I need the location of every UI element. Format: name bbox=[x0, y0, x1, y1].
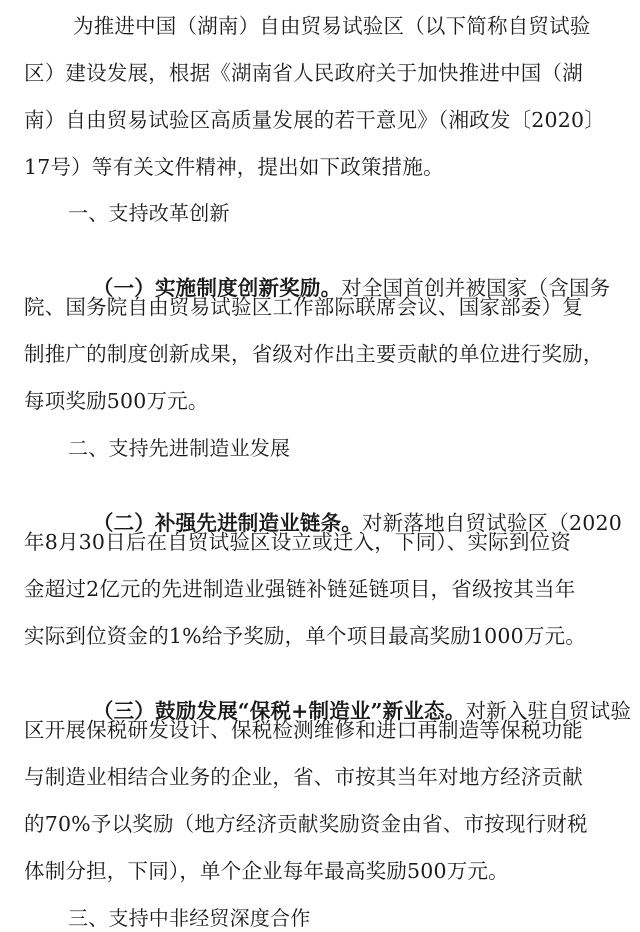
intro-line-4: 17号）等有关文件精神，提出如下政策措施。 bbox=[24, 155, 444, 179]
policy-2-line-4: 实际到位资金的1%给予奖励，单个项目最高奖励1000万元。 bbox=[24, 624, 586, 648]
policy-3-line-5: 体制分担，下同），单个企业每年最高奖励500万元。 bbox=[24, 859, 509, 883]
intro-line-1: 为推进中国（湖南）自由贸易试验区（以下简称自贸试验 bbox=[73, 14, 591, 38]
intro-line-3: 南）自由贸易试验区高质量发展的若干意见》（湘政发〔2020〕 bbox=[24, 108, 605, 132]
section-heading-2: 二、支持先进制造业发展 bbox=[68, 436, 291, 460]
policy-3-line-2: 区开展保税研发设计、保税检测维修和进口再制造等保税功能 bbox=[24, 718, 583, 742]
policy-1-text: 对全国首创并被国家（含国务 bbox=[341, 276, 611, 300]
section-heading-3: 三、支持中非经贸深度合作 bbox=[68, 906, 311, 930]
policy-3-text: 对新入驻自贸试验 bbox=[465, 699, 632, 723]
policy-2-text: 对新落地自贸试验区（2020 bbox=[361, 511, 622, 535]
policy-2-title: （二）补强先进制造业链条。 bbox=[92, 511, 362, 535]
policy-1-line-4: 每项奖励500万元。 bbox=[24, 389, 209, 413]
policy-3-line-3: 与制造业相结合业务的企业，省、市按其当年对地方经济贡献 bbox=[24, 765, 583, 789]
policy-1-line-3: 制推广的制度创新成果，省级对作出主要贡献的单位进行奖励， bbox=[24, 342, 604, 366]
policy-1-line-2: 院、国务院自由贸易试验区工作部际联席会议、国家部委）复 bbox=[24, 295, 583, 319]
policy-1-title: （一）实施制度创新奖励。 bbox=[92, 276, 342, 300]
policy-2-line-2: 年8月30日后在自贸试验区设立或迁入，下同）、实际到位资 bbox=[24, 530, 571, 554]
policy-3-line-4: 的70%予以奖励（地方经济贡献奖励资金由省、市按现行财税 bbox=[24, 812, 588, 836]
policy-3-title: （三）鼓励发展“保税+制造业”新业态。 bbox=[92, 699, 466, 723]
policy-2-line-3: 金超过2亿元的先进制造业强链补链延链项目，省级按其当年 bbox=[24, 577, 576, 601]
intro-line-2: 区）建设发展，根据《湖南省人民政府关于加快推进中国（湖 bbox=[24, 61, 583, 85]
section-heading-1: 一、支持改革创新 bbox=[68, 201, 230, 225]
